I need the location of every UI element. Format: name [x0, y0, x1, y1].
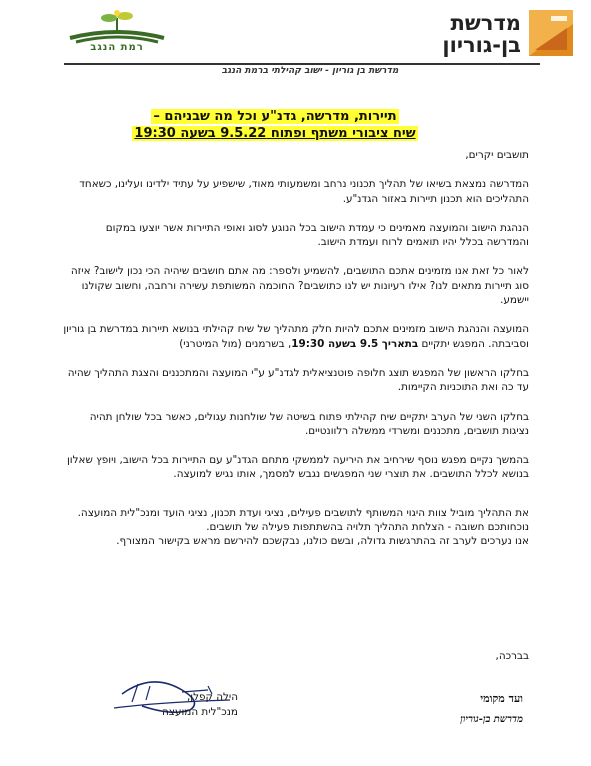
local-committee-org: מדרשת בן-גוריון: [460, 714, 523, 725]
paragraph-7: בהמשך נקיים מפגש נוסף שירחיב את היריעה לממשקי מתחם הגדנ"ע עם התיירות בכל הישוב, ויופץ שאלון בנושא לכלל התושבים. את תוצרי שני המפגשים נגבש למסמך, אותו נגיש למועצה.: [66, 454, 529, 481]
sprout-icon: [62, 8, 172, 44]
paragraph-4: [61, 322, 529, 351]
header-subtitle: מדרשת בן גוריון - ישוב קהילתי ברמת הנגב: [221, 66, 399, 76]
paragraph-8-line-3: אנו נערכים לערב זה בהתרגשות גדולה, ובשם כולנו, נבקשכם להירשם מראש בקישור המצורף.: [116, 535, 529, 548]
header-divider: [64, 63, 540, 65]
school-logo: [383, 10, 573, 58]
paragraph-2: הנהגת הישוב והמועצה מאמינים כי עמדת הישוב בכל הנוגע לסוג ואופי התיירות אשר יוצעו במקום והמדרשה בכלל יהיו תואמים לרוח ועמדת הישוב.: [105, 221, 529, 249]
community-logo: [62, 8, 172, 60]
council-ceo-role: מנכ"לית המועצה: [162, 706, 238, 718]
local-committee-stamp: [413, 676, 523, 756]
community-logo-text: רמת הנגב: [90, 42, 144, 53]
paragraph-8-line-2: נוכחותכם חשובה - הצלחת התהליך תלויה בהשתתפות פעילה של תושבים.: [206, 521, 529, 534]
paragraph-1: המדרשה נמצאת בשיאו של תהליך תכנוני נרחב ומשמעותי מאוד, שישפיע על עתיד ילדינו ועלינו, כשאחד התהליכים הוא תכנון תיירות באזור הגדנ"ע.: [79, 178, 529, 205]
council-ceo-name: הילה קפלן,: [186, 691, 238, 703]
blessing: בברכה,: [495, 650, 529, 662]
local-committee-name: ועד מקומי: [480, 692, 523, 705]
letter-title: [60, 108, 490, 142]
letter-body: [61, 148, 529, 564]
greeting: תושבים יקרים,: [465, 149, 529, 161]
paragraph-5: בחלקו הראשון של המפגש תוצג חלופה פוטנציאלית לגדנ"ע ע"י המועצה והמתכננים והצגת התהליך שהיה עד כה ואת התוכניות הקיימות.: [67, 366, 529, 394]
paragraph-6: בחלקו השני של הערב יתקיים שיח קהילתי פתוח בשיטה של שולחנות עגולים, כאשר בכל שולחן תהיה נציגות תושבים, מתכננים ומשרדי ממשלה רלוונטיים.: [89, 410, 529, 437]
paragraph-3: לאור כל זאת אנו מזמינים אתכם התושבים, להשמיע ולספר: מה אתם חושבים שיהיה הכי נכון לישוב? איזה סוג תיירות מתאים לנו? אילו רעיונות יש לנו כתושבים? החוכמה המשותפת עשירה ורחבה, וחשוב שקולנו יישמע.: [70, 265, 529, 307]
school-logo-text: מדרשת בן-גוריון: [442, 11, 521, 57]
school-logo-mark-icon: [529, 10, 573, 56]
council-ceo-signature: [148, 690, 238, 720]
paragraph-8: [61, 506, 529, 549]
meeting-location: , בשרמנים (מול המיטרני): [179, 337, 292, 350]
title-line-1: תיירות, מדרשה, גדנ"ע וכל מה שבניהם –: [153, 109, 397, 124]
title-line-2: שיח ציבורי משתף ופתוח 9.5.22 בשעה 19:30: [134, 126, 416, 141]
paragraph-8-line-1: את התהליך מוביל צוות היגוי המשותף לתושבים פעילים, נציגי ועדת תכנון, נציגי הועד ומנכ"לית המועצה.: [77, 506, 529, 519]
paragraph-4-text: המועצה והנהגת הישוב מזמינים אתכם להיות חלק מתהליך של שיח קהילתי בנושא תיירות במדרשת בן גוריון וסביבתה. המפגש יתקיים: [63, 323, 529, 350]
meeting-date-time: בתאריך 9.5 בשעה 19:30: [291, 337, 419, 350]
